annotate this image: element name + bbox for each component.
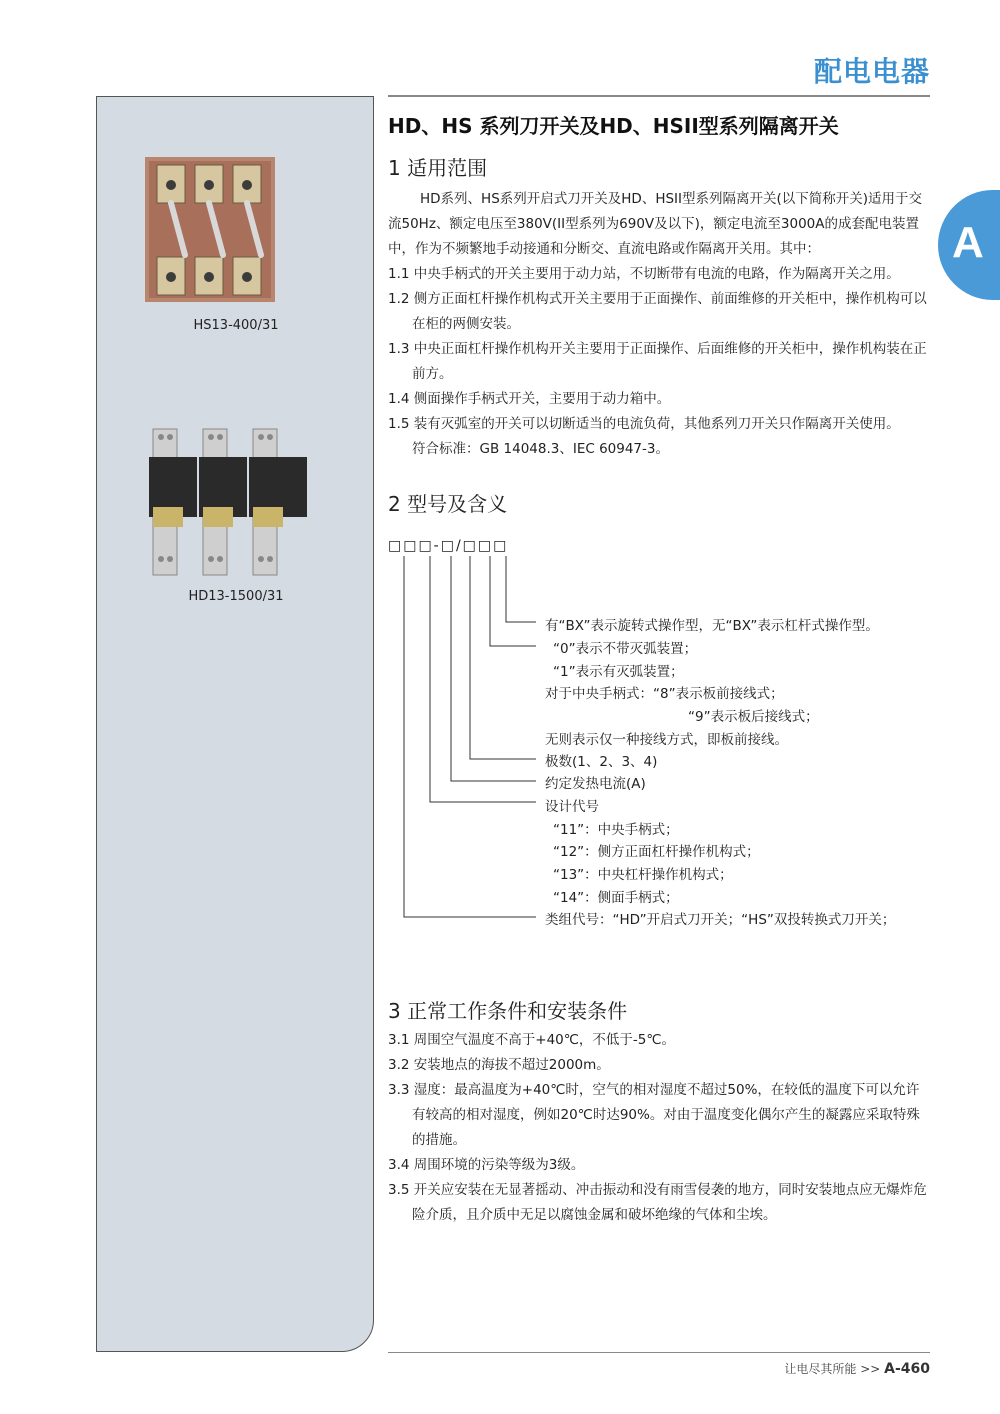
list-item: 3.5 开关应安装在无显著摇动、冲击振动和没有雨雪侵袭的地方，同时安装地点应无爆炸危险介质，且介质中无足以腐蚀金属和破坏绝缘的气体和尘埃。 [388, 1182, 927, 1223]
page-title: HD、HS 系列刀开关及HD、HSII型系列隔离开关 [388, 114, 839, 138]
legend-line: 设计代号 [545, 799, 599, 815]
model-code-diagram [388, 552, 548, 922]
product-caption: HS13-400/31 [193, 318, 279, 333]
section-3-heading: 3 正常工作条件和安装条件 [388, 999, 628, 1023]
legend-line: “1”表示有灭弧装置； [553, 664, 684, 680]
legend-line: “13”：中央杠杆操作机构式； [553, 867, 733, 883]
footer-divider [388, 1352, 930, 1353]
standard-note: 符合标准：GB 14048.3、IEC 60947-3。 [412, 441, 669, 457]
legend-line: 类组代号：“HD”开启式刀开关；“HS”双投转换式刀开关； [545, 912, 896, 928]
hd13-switch-image [149, 427, 309, 577]
legend-line: “14”：侧面手柄式； [553, 890, 679, 906]
list-item: 1.5 装有灭弧室的开关可以切断适当的电流负荷，其他系列刀开关只作隔离开关使用。 [388, 416, 900, 432]
list-item: 1.4 侧面操作手柄式开关，主要用于动力箱中。 [388, 391, 671, 407]
hs13-switch-image [145, 157, 275, 302]
list-item: 3.3 湿度：最高温度为+40℃时，空气的相对湿度不超过50%，在较低的温度下可以允许有较高的相对湿度，例如20℃时达90%。对由于温度变化偶尔产生的凝露应采取特殊的措施。 [388, 1082, 920, 1148]
section-1-heading: 1 适用范围 [388, 156, 488, 180]
product-sidebar [96, 96, 374, 1352]
model-code-pattern: □□□-□/□□□ [388, 538, 509, 554]
list-item: 1.1 中央手柄式的开关主要用于动力站，不切断带有电流的电路，作为隔离开关之用。 [388, 266, 900, 282]
legend-line: “0”表示不带灭弧装置； [553, 641, 698, 657]
legend-line: 对于中央手柄式：“8”表示板前接线式； [545, 686, 784, 702]
list-item: 1.2 侧方正面杠杆操作机构式开关主要用于正面操作、前面维修的开关柜中，操作机构可以在柜的两侧安装。 [388, 291, 927, 332]
header-divider [388, 95, 930, 97]
legend-line: 无则表示仅一种接线方式，即板前接线。 [545, 732, 788, 748]
section-1-body [388, 187, 930, 462]
section-2-heading: 2 型号及含义 [388, 492, 508, 516]
product-caption: HD13-1500/31 [188, 589, 284, 604]
page-number: A-460 [884, 1361, 930, 1377]
list-item: 3.1 周围空气温度不高于+40℃，不低于-5℃。 [388, 1032, 676, 1048]
legend-line: “12”：侧方正面杠杆操作机构式； [553, 844, 760, 860]
list-item: 3.4 周围环境的污染等级为3级。 [388, 1157, 585, 1173]
legend-line: 有“BX”表示旋转式操作型，无“BX”表示杠杆式操作型。 [545, 618, 879, 634]
section-tab-letter: A [952, 218, 984, 267]
list-item: 3.2 安装地点的海拔不超过2000m。 [388, 1057, 610, 1073]
legend-line: “9”表示板后接线式； [688, 709, 819, 725]
footer-arrows: >> [860, 1362, 881, 1376]
footer-slogan: 让电尽其所能 [784, 1362, 857, 1376]
legend-line: 约定发热电流(A) [545, 776, 646, 792]
category-title: 配电电器 [813, 55, 930, 88]
section-1-intro: HD系列、HS系列开启式刀开关及HD、HSII型系列隔离开关(以下简称开关)适用于交流50Hz、额定电压至380V(II型系列为690V及以下)，额定电流至3000A的成套配电装置中，作为不频繁地手动接通和分断交、直流电路或作隔离开关用。其中： [388, 191, 923, 257]
section-3-body [388, 1028, 930, 1228]
footer [784, 1360, 930, 1377]
list-item: 1.3 中央正面杠杆操作机构开关主要用于正面操作、后面维修的开关柜中，操作机构装在正前方。 [388, 341, 927, 382]
legend-line: “11”：中央手柄式； [553, 822, 679, 838]
legend-line: 极数(1、2、3、4) [545, 754, 658, 770]
